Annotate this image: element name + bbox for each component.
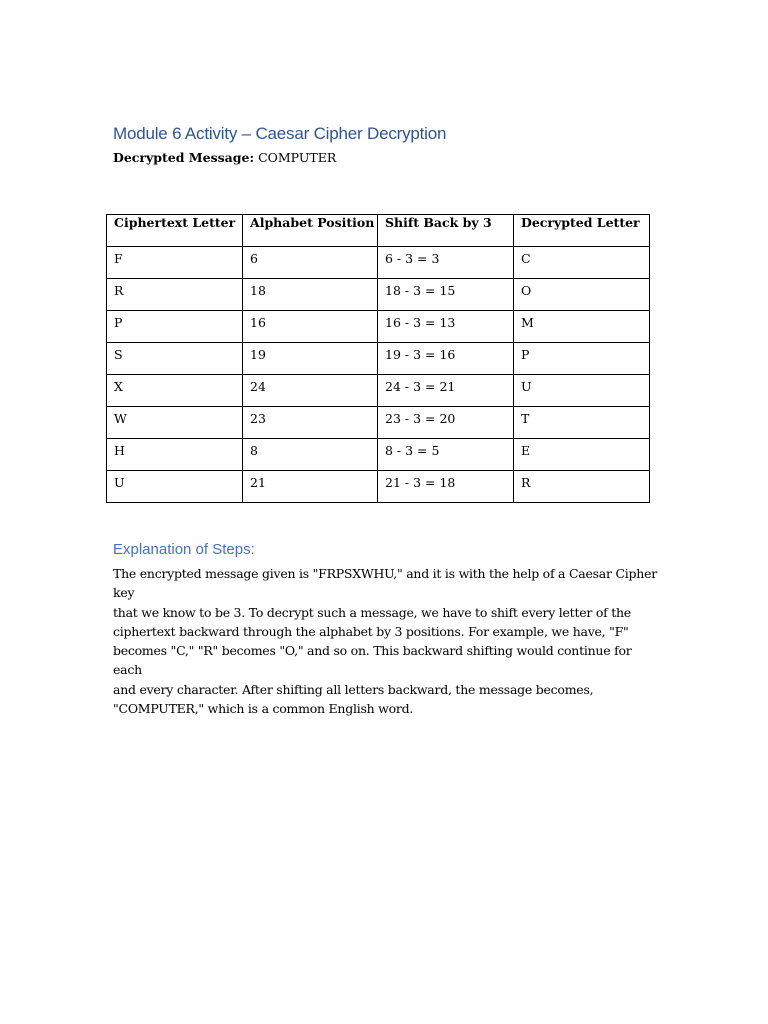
- table-row: [107, 375, 650, 407]
- cell-shift: 24 - 3 = 21: [378, 375, 514, 407]
- cell-ciphertext: R: [107, 279, 243, 311]
- cipher-table: [106, 214, 650, 503]
- cell-position: 24: [243, 375, 378, 407]
- cell-position: 18: [243, 279, 378, 311]
- cell-decrypted: R: [514, 471, 650, 503]
- table-row: [107, 279, 650, 311]
- cell-position: 19: [243, 343, 378, 375]
- table-row: [107, 343, 650, 375]
- document-title: Module 6 Activity – Caesar Cipher Decryption: [113, 124, 447, 143]
- cell-ciphertext: W: [107, 407, 243, 439]
- cell-shift: 19 - 3 = 16: [378, 343, 514, 375]
- decrypted-message-label: Decrypted Message:: [113, 150, 255, 165]
- header-decrypted-letter: Decrypted Letter: [514, 215, 650, 247]
- cell-shift: 21 - 3 = 18: [378, 471, 514, 503]
- cell-position: 23: [243, 407, 378, 439]
- cell-decrypted: U: [514, 375, 650, 407]
- cell-shift: 23 - 3 = 20: [378, 407, 514, 439]
- cell-shift: 8 - 3 = 5: [378, 439, 514, 471]
- explanation-line: The encrypted message given is "FRPSXWHU," and it is with the help of a Caesar Cipher key: [113, 566, 657, 601]
- cell-ciphertext: U: [107, 471, 243, 503]
- cell-decrypted: C: [514, 247, 650, 279]
- table-row: [107, 471, 650, 503]
- cell-position: 8: [243, 439, 378, 471]
- cell-decrypted: O: [514, 279, 650, 311]
- cell-ciphertext: F: [107, 247, 243, 279]
- table-row: [107, 407, 650, 439]
- table-header-row: [107, 215, 650, 247]
- cell-shift: 16 - 3 = 13: [378, 311, 514, 343]
- explanation-line: becomes "C," "R" becomes "O," and so on. This backward shifting would continue for each: [113, 643, 632, 678]
- cell-position: 6: [243, 247, 378, 279]
- decrypted-message-line: [113, 150, 336, 165]
- cell-ciphertext: S: [107, 343, 243, 375]
- cell-ciphertext: H: [107, 439, 243, 471]
- cell-shift: 18 - 3 = 15: [378, 279, 514, 311]
- cell-decrypted: E: [514, 439, 650, 471]
- explanation-line: that we know to be 3. To decrypt such a message, we have to shift every letter of the: [113, 604, 631, 620]
- header-ciphertext-letter: Ciphertext Letter: [107, 215, 243, 247]
- header-alphabet-position: Alphabet Position: [243, 215, 378, 247]
- cell-ciphertext: P: [107, 311, 243, 343]
- table-row: [107, 311, 650, 343]
- cell-ciphertext: X: [107, 375, 243, 407]
- explanation-line: and every character. After shifting all letters backward, the message becomes,: [113, 681, 594, 697]
- cell-decrypted: T: [514, 407, 650, 439]
- explanation-paragraph: [113, 564, 658, 718]
- cell-shift: 6 - 3 = 3: [378, 247, 514, 279]
- cell-position: 16: [243, 311, 378, 343]
- header-shift-back: Shift Back by 3: [378, 215, 514, 247]
- decrypted-message-value: COMPUTER: [254, 150, 337, 165]
- cell-position: 21: [243, 471, 378, 503]
- cell-decrypted: M: [514, 311, 650, 343]
- cell-decrypted: P: [514, 343, 650, 375]
- explanation-line: ciphertext backward through the alphabet by 3 positions. For example, we have, "F": [113, 623, 629, 639]
- explanation-heading: Explanation of Steps:: [113, 541, 255, 558]
- table-row: [107, 439, 650, 471]
- explanation-line: "COMPUTER," which is a common English word.: [113, 701, 414, 717]
- table-row: [107, 247, 650, 279]
